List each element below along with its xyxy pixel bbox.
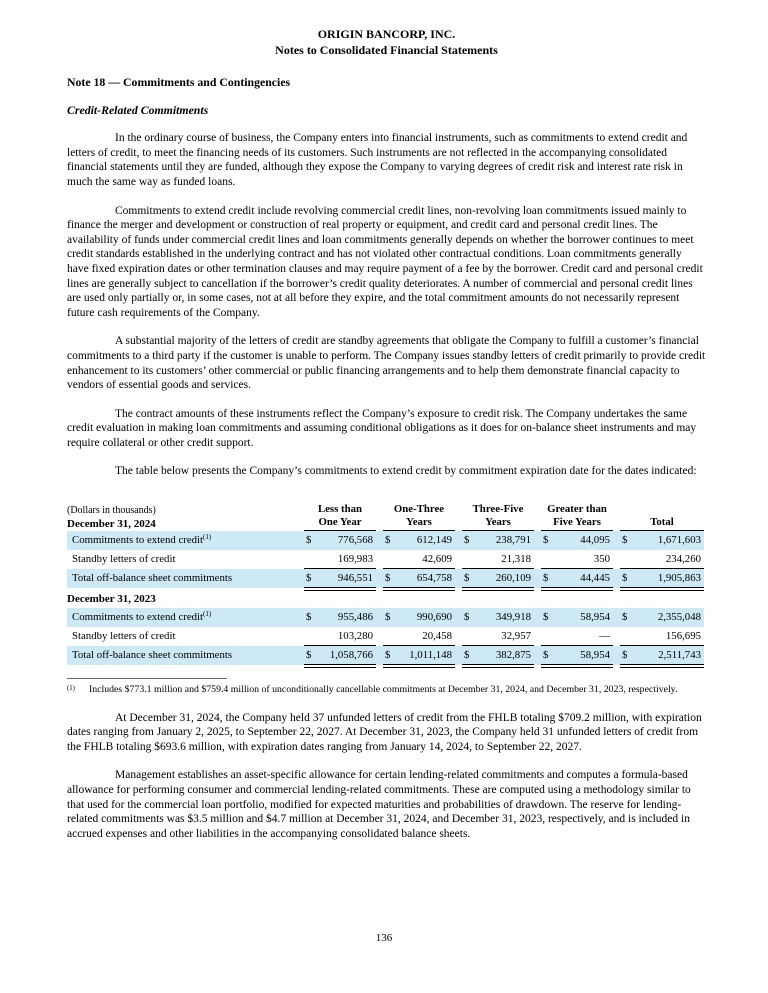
dollar-sign: $ [385, 611, 391, 624]
commitments-table [67, 503, 704, 668]
dollar-sign: $ [385, 571, 391, 584]
dollar-sign: $ [385, 534, 391, 547]
paragraph-letters-of-credit: A substantial majority of the letters of credit are standby agreements that obligate the Company to fulfill a customer’s financial commitments to a third party if the customer is unable to perform. The Company issues standby letters of credit primarily to provide credit enhancement to its customers’ other commercial or public financing arrangements and to help them demonstrate financial capacity to vendors of essential goods and services. [67, 335, 706, 392]
company-name: ORIGIN BANCORP, INC. [317, 27, 456, 41]
dollar-sign: $ [306, 611, 312, 624]
table-row-2023-standby: Standby letters of credit 103,280 20,458 32,957 — 156,695 [67, 627, 704, 646]
column-header-three-five-years: Three-Five Years [462, 503, 534, 531]
table-header-label [67, 504, 297, 531]
table-row-2024-total: Total off-balance sheet commitments $ 946,551 $ 654,758 $ 260,109 $ 44,445 $ 1,905,863 [67, 569, 704, 588]
dollar-sign: $ [543, 648, 549, 661]
dollar-sign: $ [464, 611, 470, 624]
column-header-less-than-one-year: Less than One Year [304, 503, 376, 531]
paragraph-fhlb: At December 31, 2024, the Company held 37 unfunded letters of credit from the FHLB totaling $709.2 million, with expiration dates ranging from January 2, 2025, to September 22, 2027. At December 31, 2023, the Company held 31 unfunded letters of credit from the FHLB totaling $693.6 million, with expiration dates ranging from January 14, 2024, to September 22, 2027. [67, 711, 702, 753]
footnote-reference: (1) [203, 610, 212, 619]
row-label: Total off-balance sheet commitments [72, 649, 233, 662]
row-label: Standby letters of credit [72, 553, 176, 566]
row-label: Total off-balance sheet commitments [72, 572, 233, 585]
dollar-sign: $ [543, 534, 549, 547]
document-title: Notes to Consolidated Financial Statements [275, 43, 498, 57]
double-rule-2023 [67, 665, 704, 668]
paragraph-commitments: Commitments to extend credit include revolving commercial credit lines, non-revolving loan commitments issued mainly to finance the merger and development or construction of real property or equipment, and credit card and personal credit lines. The availability of funds under commercial credit lines and loan commitments generally depends on whether the borrower continues to meet credit standards established in the underlying contract and has not violated other contractual conditions. Loan commitments generally have fixed expiration dates or other termination clauses and may require payment of a fee by the borrower. Credit card and personal credit lines are generally subject to cancellation if the borrower’s credit quality deteriorates. A number of commercial and personal credit lines are used only partially or, in some cases, not at all before they expire, and the total commitment amounts do not necessarily represent future cash requirements of the Company. [67, 204, 703, 319]
table-footnote [67, 684, 706, 697]
footnote-reference: (1) [203, 533, 212, 542]
dollar-sign: $ [464, 534, 470, 547]
dollar-sign: $ [306, 534, 312, 547]
table-header-row [67, 503, 704, 531]
paragraph-intro: In the ordinary course of business, the Company enters into financial instruments, such as commitments to extend credit and letters of credit, to meet the financing needs of its customers. Such instruments are not reflected in the accompanying consolidated financial statements until they are funded, although they expose the Company to varying degrees of credit risk and interest rate risk in much the same way as funded loans. [67, 132, 688, 188]
section-subheading: Credit-Related Commitments [67, 102, 209, 117]
dollar-sign: $ [622, 611, 628, 624]
page-number: 136 [375, 932, 393, 945]
dollar-sign: $ [543, 611, 549, 624]
dollar-sign: $ [306, 571, 312, 584]
dollar-sign: $ [464, 571, 470, 584]
paragraph-contract-amounts: The contract amounts of these instruments reflect the Company’s exposure to credit risk. The Company undertakes the same credit evaluation in making loan commitments and assuming conditional obligations as it does for on-balance sheet instruments and may require collateral or other credit support. [67, 407, 697, 449]
dollar-sign: $ [385, 648, 391, 661]
section-date-2024: December 31, 2024 [67, 518, 156, 531]
table-row-2023-total: Total off-balance sheet commitments $ 1,058,766 $ 1,011,148 $ 382,875 $ 58,954 $ 2,511,743 [67, 646, 704, 665]
section-date-2023: December 31, 2023 [67, 593, 156, 606]
column-header-greater-than-five-years: Greater than Five Years [541, 503, 613, 531]
table-row-2024-standby: Standby letters of credit 169,983 42,609 21,318 350 234,260 [67, 550, 704, 569]
table-row-2023-commitments: Commitments to extend credit $^{(1)}$ $ 955,486 $ 990,690 $ 349,918 $ 58,954 $ 2,355,048 [67, 608, 704, 627]
row-label: Commitments to extend credit [72, 611, 204, 624]
dollar-sign: $ [306, 648, 312, 661]
footnote-divider [67, 678, 227, 679]
footnote-marker: (1) [67, 685, 75, 693]
dollar-sign: $ [622, 571, 628, 584]
dollar-sign: $ [543, 571, 549, 584]
footnote-text: Includes $773.1 million and $759.4 million of unconditionally cancellable commitments at December 31, 2024, and December 31, 2023, respectively. [89, 684, 678, 696]
dollars-in-thousands-note: (Dollars in thousands) [67, 505, 156, 517]
column-header-total: Total [620, 516, 704, 532]
row-label: Commitments to extend credit [72, 534, 204, 547]
row-label: Standby letters of credit [72, 630, 176, 643]
table-row-2024-commitments: Commitments to extend credit $^{(1)}$ $ 776,568 $ 612,149 $ 238,791 $ 44,095 $ 1,671,603 [67, 531, 704, 550]
dollar-sign: $ [464, 648, 470, 661]
column-header-one-three-years: One-Three Years [383, 503, 455, 531]
document-header [67, 26, 706, 58]
note-heading: Note 18 — Commitments and Contingencies [67, 75, 291, 89]
dollar-sign: $ [622, 648, 628, 661]
paragraph-allowance: Management establishes an asset-specific allowance for certain lending-related commitments and computes a formula-based allowance for performing consumer and commercial lending-related commitments. These are computed using a methodology similar to that used for the commercial loan portfolio, modified for expected maturities and probabilities of drawdown. The reserve for lending-related commitments was $3.5 million and $4.7 million at December 31, 2024, and December 31, 2023, respectively, and is included in accrued expenses and other liabilities in the accompanying consolidated balance sheets. [67, 769, 691, 840]
paragraph-table-lead-in: The table below presents the Company’s commitments to extend credit by commitment expiration date for the dates indicated: [115, 465, 697, 478]
dollar-sign: $ [622, 534, 628, 547]
